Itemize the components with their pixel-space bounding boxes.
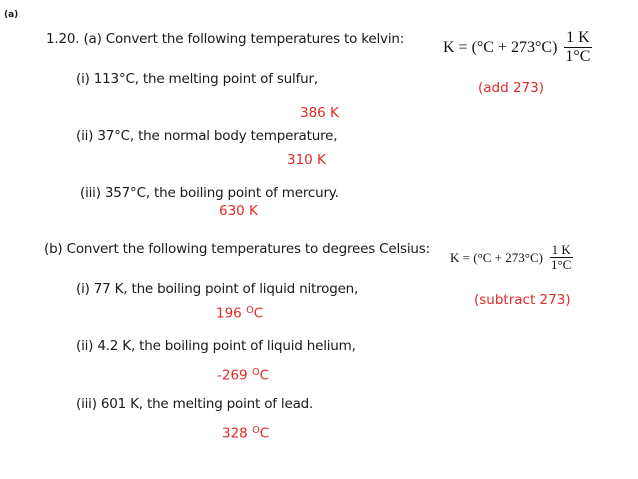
part-b-heading: (b) Convert the following temperatures to degrees Celsius:: [44, 241, 430, 257]
formula-lhs: K = (°C + 273°C): [443, 39, 558, 57]
part-b-item-2: (ii) 4.2 K, the boiling point of liquid helium,: [76, 338, 356, 354]
corner-label: (a): [4, 10, 19, 20]
formula-lhs: K = (°C + 273°C): [450, 249, 543, 265]
answer-unit: C: [253, 305, 264, 322]
part-a-answer-3: 630 K: [219, 203, 258, 219]
part-b-item-1: (i) 77 K, the boiling point of liquid nitrogen,: [76, 281, 359, 297]
part-a-item-1: (i) 113°C, the melting point of sulfur,: [76, 71, 318, 87]
formula-fraction: [549, 243, 573, 273]
formula-numerator: 1 K: [566, 29, 590, 46]
part-a-item-3: (iii) 357°C, the boiling point of mercury.: [80, 185, 339, 201]
part-a-heading: 1.20. (a) Convert the following temperatures to kelvin:: [46, 31, 405, 47]
answer-value: 196: [216, 305, 242, 322]
part-b-answer-1: [216, 305, 263, 321]
answer-unit: C: [259, 425, 270, 442]
part-b-item-3: (iii) 601 K, the melting point of lead.: [76, 396, 314, 412]
part-a-item-2: (ii) 37°C, the normal body temperature,: [76, 128, 338, 144]
answer-value: 328: [222, 425, 248, 442]
formula-fraction: [563, 30, 592, 66]
part-a-answer-2: 310 K: [287, 152, 326, 168]
hint-subtract: (subtract 273): [474, 292, 571, 308]
part-b-answer-2: [217, 367, 269, 383]
formula-numerator: 1 K: [551, 242, 571, 257]
part-b-answer-3: [222, 425, 269, 441]
formula-denominator: 1°C: [550, 256, 572, 272]
formula-denominator: 1°C: [565, 47, 591, 65]
answer-unit: C: [259, 367, 270, 384]
degree-mark: O: [252, 425, 260, 436]
kelvin-formula: [443, 30, 592, 66]
hint-add: (add 273): [478, 80, 545, 96]
part-a-answer-1: 386 K: [300, 105, 339, 121]
celsius-formula: [450, 243, 573, 273]
degree-mark: O: [251, 367, 260, 378]
degree-mark: O: [246, 305, 254, 316]
answer-value: -269: [217, 367, 248, 384]
